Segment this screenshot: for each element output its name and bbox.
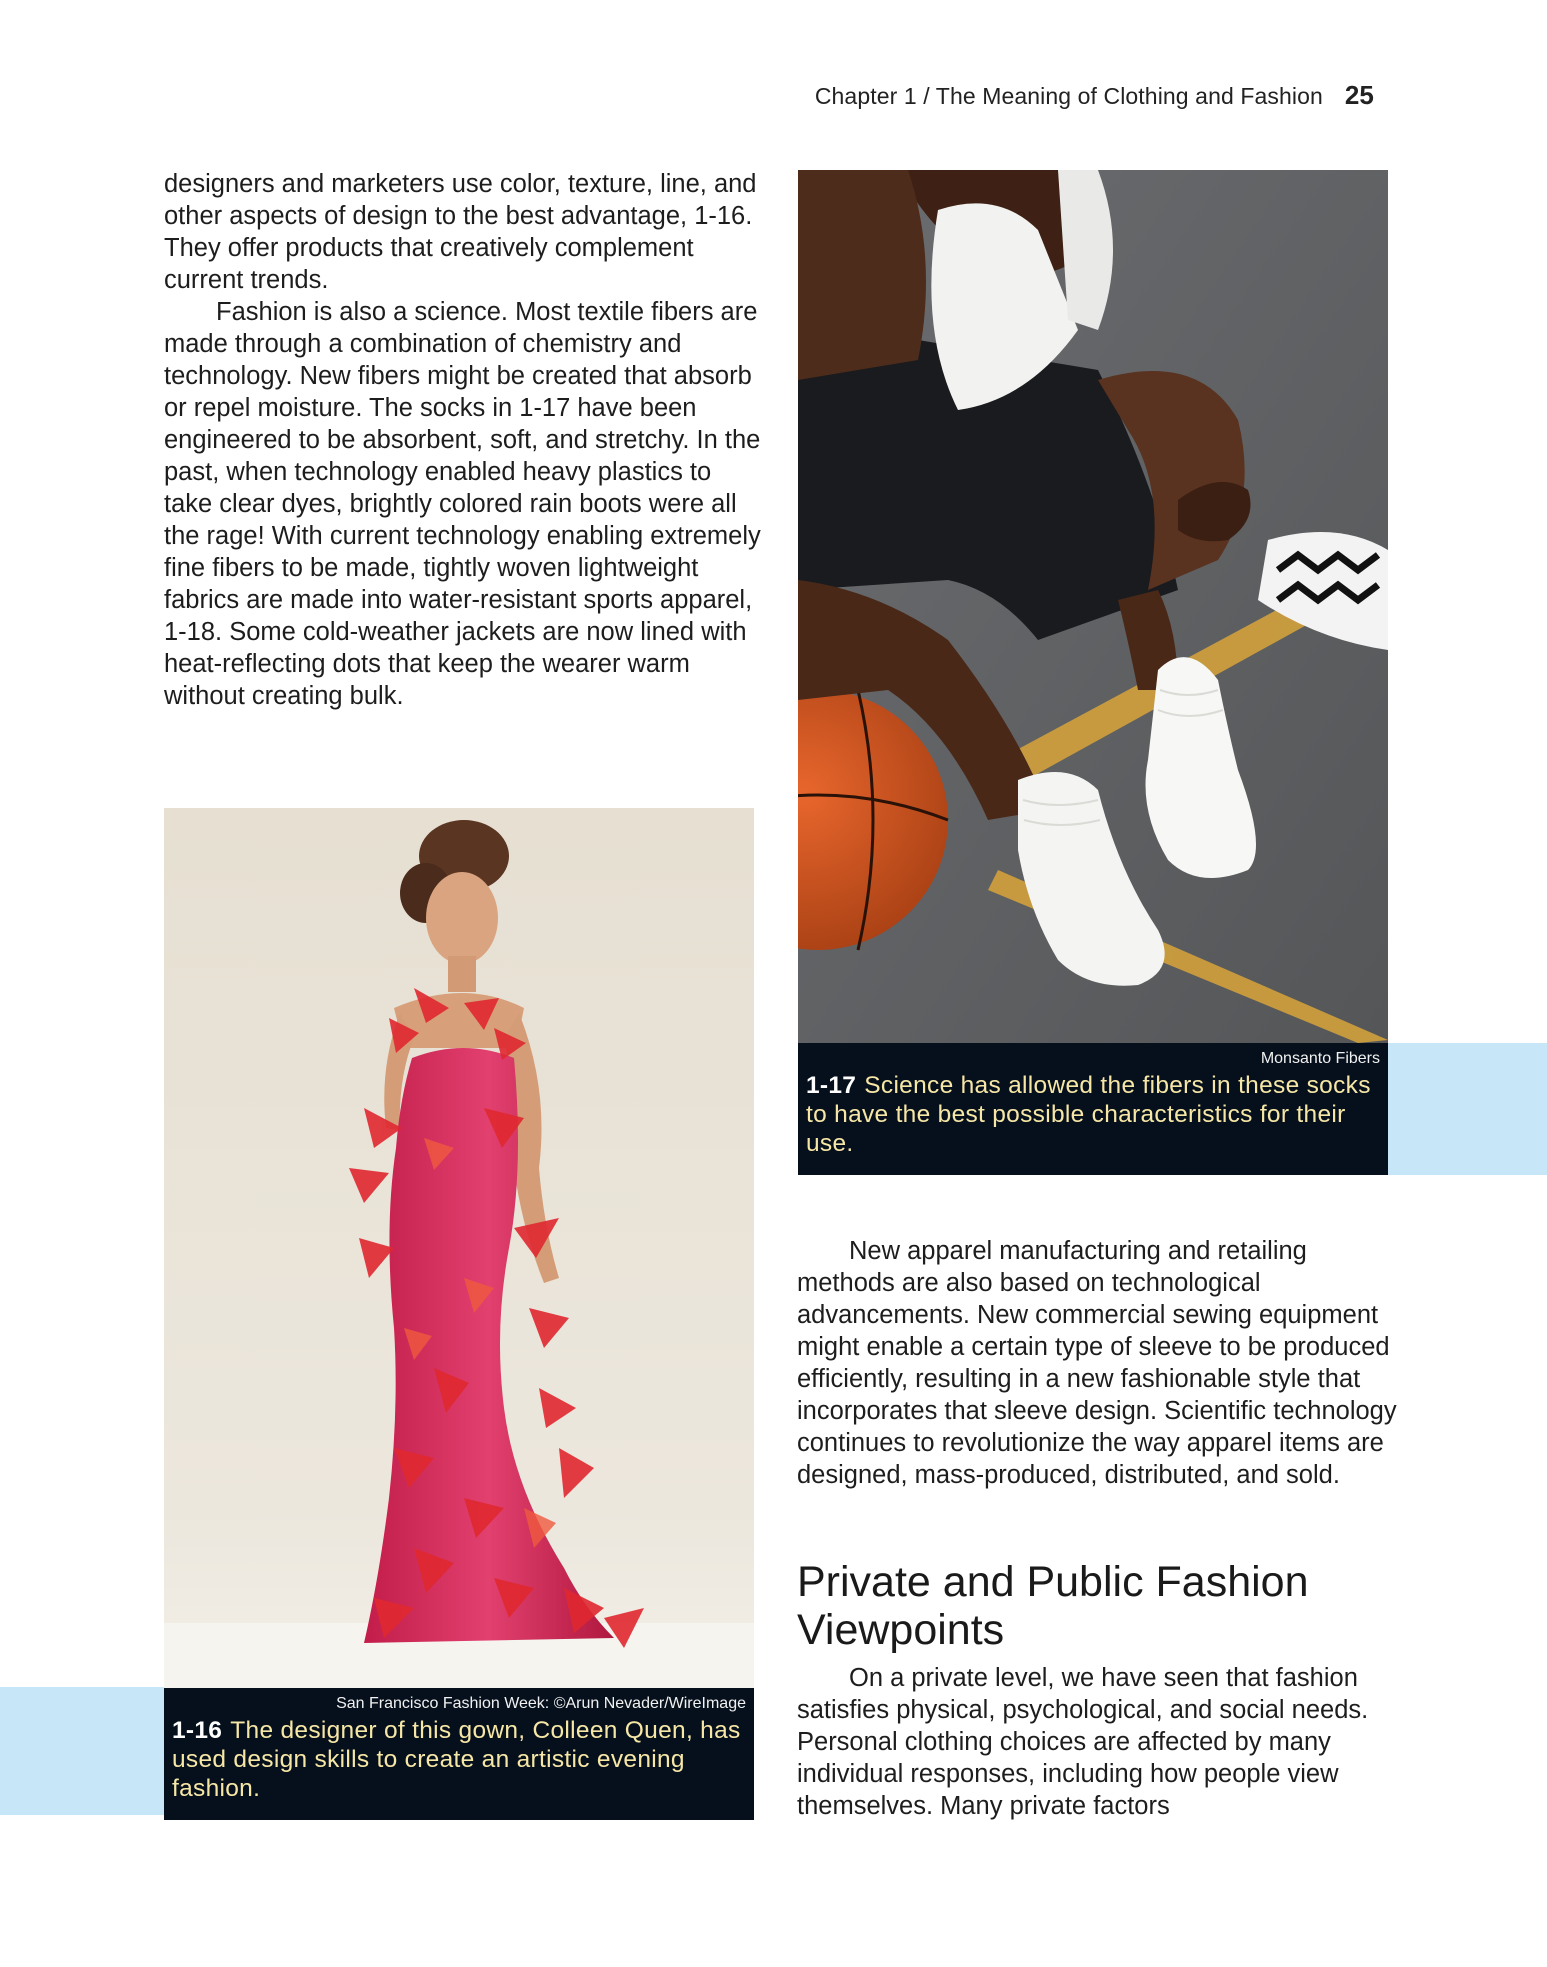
figure-1-17-caption-box xyxy=(798,1043,1388,1175)
right-column-text xyxy=(797,1235,1397,1491)
right-column-text-2 xyxy=(797,1662,1397,1822)
caption-text: Science has allowed the fibers in these socks to have the best possible characteristics for their use. xyxy=(806,1072,1371,1157)
figure-number: 1-16 xyxy=(172,1717,223,1744)
margin-tab-right xyxy=(1388,1043,1547,1175)
margin-tab-left xyxy=(0,1687,164,1815)
paragraph: Fashion is also a science. Most textile fibers are made through a combination of chemistry and technology. New fibers might be created that absorb or repel moisture. The socks in 1-17 have been engineered to be absorbent, soft, and stretchy. In the past, when technology enabled heavy plastics to take clear dyes, brightly colored rain boots were all the rage! With current technology enabling extremely fine fibers to be made, tightly woven lightweight fabrics are made into water-resistant sports apparel, 1-18. Some cold-weather jackets are now lined with heat-reflecting dots that keep the wearer warm without creating bulk. xyxy=(164,298,761,710)
section-heading: Private and Public Fashion Viewpoints xyxy=(797,1558,1309,1654)
page-number: 25 xyxy=(1344,80,1374,110)
paragraph: New apparel manufacturing and retailing methods are also based on technological advancements. New commercial sewing equipment might enable a certain type of sleeve to be produced efficiently, resulting in a new fashionable style that incorporates that sleeve design. Scientific technology continues to revolutionize the way apparel items are designed, mass-produced, distributed, and sold. xyxy=(797,1237,1397,1489)
athletic-socks-image xyxy=(798,170,1388,1043)
left-column-text xyxy=(164,168,764,712)
figure-1-16-photo xyxy=(164,808,754,1688)
figure-caption xyxy=(172,1716,746,1803)
evening-gown-image xyxy=(164,808,754,1688)
figure-1-17-photo xyxy=(798,170,1388,1043)
caption-text: The designer of this gown, Colleen Quen, has used design skills to create an artistic evening fashion. xyxy=(172,1717,741,1802)
figure-1-16-caption-box xyxy=(164,1688,754,1820)
chapter-title: Chapter 1 / The Meaning of Clothing and Fashion xyxy=(814,83,1323,109)
photo-credit: San Francisco Fashion Week: ©Arun Nevader/WireImage xyxy=(336,1695,746,1712)
paragraph: On a private level, we have seen that fashion satisfies physical, psychological, and social needs. Personal clothing choices are affected by many individual responses, including how people view themselves. Many private factors xyxy=(797,1664,1369,1820)
figure-caption xyxy=(806,1071,1380,1158)
running-head xyxy=(815,80,1374,111)
figure-number: 1-17 xyxy=(806,1072,857,1099)
photo-credit: Monsanto Fibers xyxy=(1260,1050,1380,1067)
paragraph: designers and marketers use color, texture, line, and other aspects of design to the best advantage, 1-16. They offer products that creatively complement current trends. xyxy=(164,170,757,294)
